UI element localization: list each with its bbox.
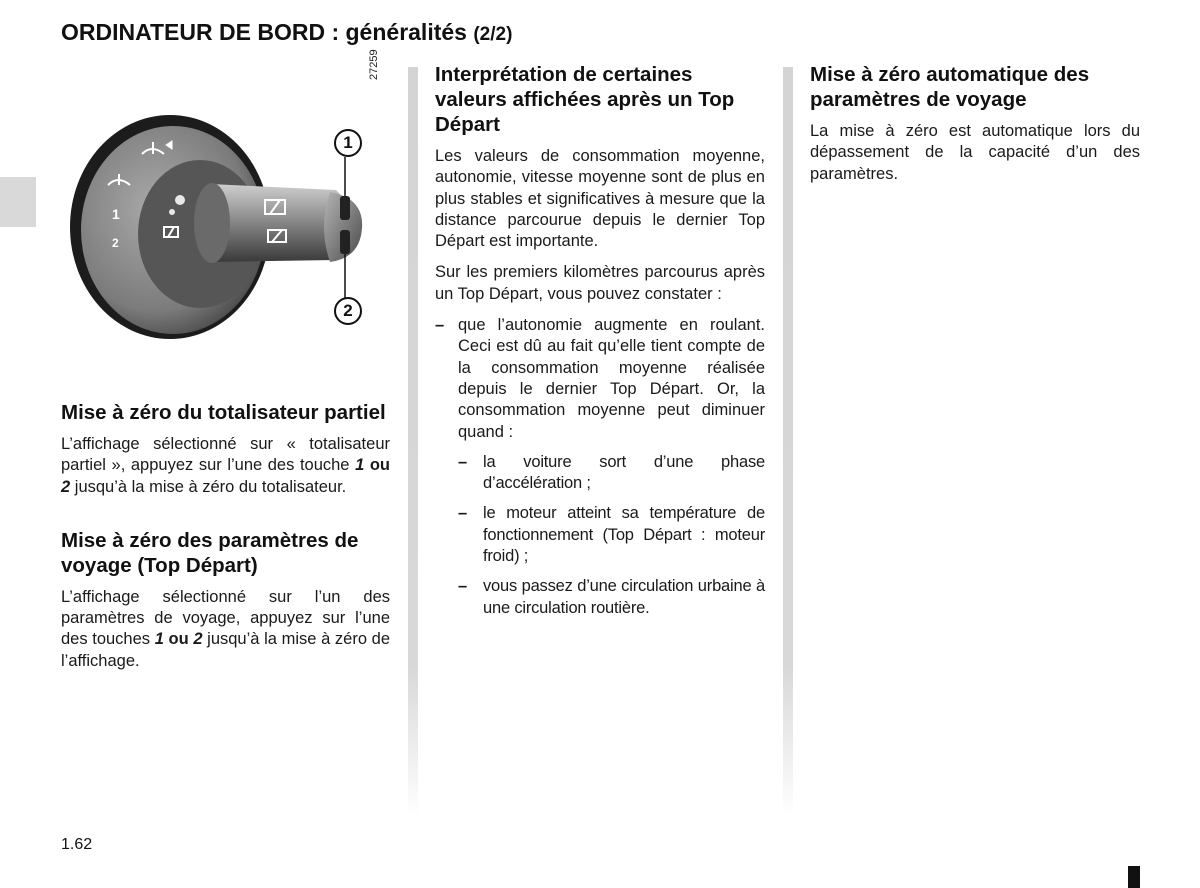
text-or: ou (163, 630, 194, 649)
stalk-collar (194, 183, 230, 263)
key-ref-1: 1 (154, 630, 164, 649)
dash-marker: – (435, 316, 445, 335)
dial-mark-2: 2 (112, 236, 119, 250)
paragraph-first-kilometers: Sur les premiers kilomètres parcourus après un Top Départ, vous pouvez constater : (435, 263, 765, 303)
page-number: 1.62 (61, 836, 93, 853)
list-item (435, 315, 765, 619)
section-title-reset-trip: Mise à zéro du totalisateur partiel (61, 401, 386, 424)
text-or: ou (364, 456, 390, 475)
sub-list (458, 452, 765, 619)
key-ref-2: 2 (193, 630, 203, 649)
sub-list-item-text: vous passez d’une circulation urbaine à une circulation routière. (483, 577, 765, 617)
text-fragment: L’affichage sélectionné sur l’un des paramètres de voyage, appuyez sur l’une des touches (61, 587, 390, 649)
callout-2: 2 (334, 297, 362, 325)
paragraph-auto-reset: La mise à zéro est automatique lors du dépassement de la capacité d’un des paramètres. (810, 122, 1140, 183)
dial-small-dot-icon (169, 209, 175, 215)
sub-list-item-text: le moteur atteint sa température de fonctionnement (Top Départ : moteur froid) ; (483, 504, 765, 566)
page-title (61, 19, 512, 46)
page-title-text: ORDINATEUR DE BORD : généralités (61, 19, 467, 45)
middle-column (435, 62, 765, 628)
list-item-text: que l’autonomie augmente en roulant. Ceci est dû au fait qu’elle tient compte de la consommation moyenne réalisée depuis le dernier Top Départ. Or, la consommation moyenne peut diminuer quand : (458, 316, 765, 441)
section-title-auto-reset: Mise à zéro automatique des paramètres de voyage (810, 63, 1090, 111)
section-text-reset-trip-params (61, 587, 390, 672)
sub-list-item (458, 503, 765, 567)
key-ref-1: 1 (355, 456, 365, 475)
paragraph-values-stability: Les valeurs de consommation moyenne, autonomie, vitesse moyenne sont de plus en plus stables et significatives à mesure que la distance parcourue depuis le dernier Top Départ est importante. (435, 147, 765, 251)
page-part: (2/2) (473, 24, 513, 45)
section-text-reset-trip (61, 434, 390, 498)
callout-1: 1 (334, 129, 362, 157)
figure-code: 27259 (368, 49, 380, 80)
trip-button-2 (340, 230, 350, 254)
right-column (810, 62, 1140, 195)
key-ref-2: 2 (61, 477, 71, 496)
observation-list (435, 315, 765, 619)
trip-button-1 (340, 196, 350, 220)
sub-list-item-text: la voiture sort d’une phase d’accélération ; (483, 452, 765, 493)
column-separator (783, 67, 793, 817)
section-title-reset-trip-params: Mise à zéro des paramètres de voyage (Top Départ) (61, 528, 359, 577)
sub-list-item (458, 576, 765, 619)
chapter-tab-marker (0, 177, 36, 227)
column-separator (408, 67, 418, 817)
text-fragment: L’affichage sélectionné sur « totalisateur partiel », appuyez sur l’une des touche (61, 435, 390, 475)
left-column (61, 400, 390, 682)
dial-dot-icon (175, 195, 185, 205)
section-title-interpretation: Interprétation de certaines valeurs affichées après un Top Départ (435, 63, 735, 136)
dash-marker: – (458, 577, 467, 596)
sub-list-item (458, 452, 765, 495)
text-fragment: jusqu’à la mise à zéro de l’affichage. (61, 630, 390, 670)
dash-marker: – (458, 452, 467, 471)
dash-marker: – (458, 504, 467, 523)
corner-mark (1128, 866, 1140, 888)
text-fragment: jusqu’à la mise à zéro du totalisateur. (70, 477, 347, 496)
dial-mark-1: 1 (112, 206, 120, 222)
